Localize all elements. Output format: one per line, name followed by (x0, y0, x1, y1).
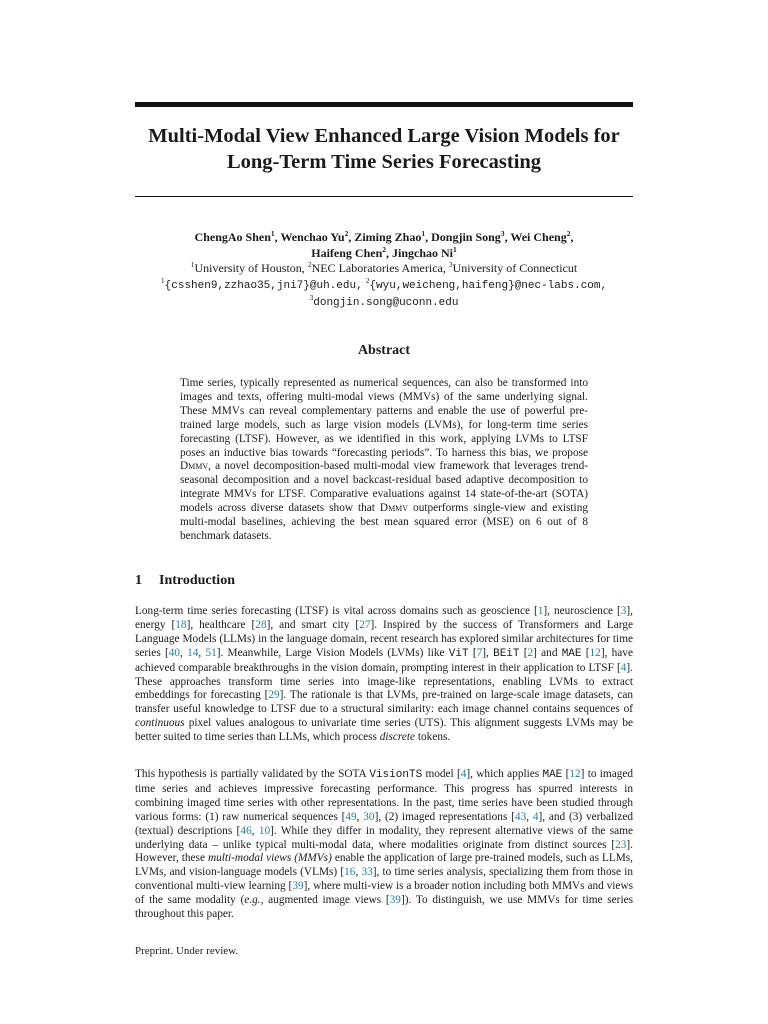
citation-link[interactable]: 29 (268, 689, 280, 702)
abstract-text: Time series, typically represented as numerical sequences, can also be transformed into images and texts, offering multi-modal views (MMVs) of the same underlying signal. These MMVs can reveal complementary patterns and enable the use of powerful pre-trained large models, such as large vision models (LVMs), for long-term time series forecasting (LTSF). However, as we identified in this work, applying LVMs to LTSF poses an inductive bias towards “forecasting periods”. To harness this bias, we propose Dmmv, a novel decomposition-based multi-modal view framework that leverages trend-seasonal decomposition and a novel backcast-residual based adaptive decomposition to integrate MMVs for LTSF. Comparative evaluations against 14 state-of-the-art (SOTA) models across diverse datasets show that Dmmv outperforms single-view and existing multi-modal baselines, achieving the best mean squared error (MSE) on 6 out of 8 benchmark datasets. (180, 377, 588, 542)
emphasis: discrete (379, 731, 416, 744)
author-name: Ziming Zhao (354, 230, 422, 244)
citation-link[interactable]: 39 (389, 894, 401, 907)
citation-link[interactable]: 30 (363, 810, 375, 823)
affil-mark: 1 (421, 229, 426, 238)
author-name: Wei Cheng (510, 230, 567, 244)
emphasis: multi-modal views (MMVs) (207, 852, 332, 865)
title-bottom-rule (135, 196, 633, 197)
citation-link[interactable]: 49 (345, 810, 357, 823)
affiliation: University of Connecticut (452, 261, 578, 275)
email: {csshen9,zzhao35,jni7}@uh.edu, (164, 279, 363, 292)
email: dongjin.song@uconn.edu (313, 297, 459, 309)
paragraph-2: This hypothesis is partially validated by the SOTA VisionTS model [4], which applies MAE [12] to imaged time series and achieves impressive forecasting performance. This progress has spurred interests in combining imaged time series with other representations. In the past, time series have been studied through various forms: (1) raw numerical sequences [49, 30], (2) imaged representations [43, 4], and (3) verbalized (textual) descriptions [46, 10]. While they differ in modality, they represent alternative views of the same underlying data – unlike typical multi-modal data, where modalities originate from distinct sources [23]. However, these multi-modal views (MMVs) enable the application of large pre-trained models, such as LLMs, LVMs, and vision-language models (VLMs) [16, 33], to time series analysis, specializing them from those in conventional multi-view learning [39], where multi-view is a broader notion including both MMVs and views of the same modality (e.g., augmented image views [39]). To distinguish, we use MMVs for time series throughout this paper. (135, 768, 634, 921)
author-names: ChengAo Shen$^1$, Wenchao Yu$^2$, Ziming Zhao$^1$, Dongjin Song$^3$, Wei Cheng$^2$, Haifeng Chen$^2$, Jingchao Ni$^1$ (194, 229, 574, 260)
citation-link[interactable]: 51 (205, 646, 217, 659)
citation-link[interactable]: 1 (537, 605, 544, 617)
citation-link[interactable]: 2 (527, 646, 534, 659)
method-name: Dmmv (379, 502, 409, 515)
citation-link[interactable]: 23 (615, 838, 627, 851)
citation-link[interactable]: 12 (569, 768, 581, 780)
author-name: Wenchao Yu (280, 230, 345, 244)
affil-mark: 2 (382, 244, 386, 254)
citation-link[interactable]: 33 (361, 866, 373, 879)
model-name: BEiT (493, 647, 520, 660)
section-number: 1 (135, 573, 142, 588)
emphasis: continuous (135, 717, 185, 730)
model-name: VisionTS (369, 769, 423, 781)
citation-link[interactable]: 4 (532, 810, 539, 823)
paper-title (120, 123, 648, 175)
author-block (120, 230, 648, 312)
affiliations: $^1$University of Houston, $^2$NEC Laboratories America, $^3$University of Connecticut (190, 260, 578, 275)
model-name: ViT (448, 647, 469, 660)
title-top-rule (135, 102, 633, 107)
author-name: ChengAo Shen (194, 230, 271, 244)
affil-mark: 1 (453, 244, 457, 254)
emphasis: e.g. (244, 894, 261, 907)
citation-link[interactable]: 12 (589, 646, 601, 659)
citation-link[interactable]: 4 (460, 768, 467, 780)
citation-link[interactable]: 40 (168, 646, 181, 659)
citation-link[interactable]: 16 (344, 866, 356, 879)
citation-link[interactable]: 18 (175, 618, 187, 631)
affiliation: University of Houston, (194, 261, 305, 275)
paragraph-1: Long-term time series forecasting (LTSF) is vital across domains such as geoscience [1], neuroscience [3], energy [18], healthcare [28], and smart city [27]. Inspired by the success of Transformers and Large Language Models (LLMs) in the language domain, recent research has explored similar architectures for time series [40, 14, 51]. Meanwhile, Large Vision Models (LVMs) like ViT [7], BEiT [2] and MAE [12], have achieved comparable breakthroughs in the vision domain, prompting interest in their application to LTSF [4]. These approaches transform time series into image-like representations, enabling LVMs to extract embeddings for forecasting [29]. The rationale is that LVMs, pre-trained on large-scale image datasets, can transfer useful knowledge to LTSF due to a structural similarity: each image channel contains sequences of continuous pixel values analogous to univariate time series (UTS). This alignment suggests LVMs may be better suited to time series than LLMs, which process discrete tokens. (135, 605, 634, 744)
abstract-heading: Abstract (357, 343, 411, 358)
affil-mark: 2 (566, 229, 571, 238)
citation-link[interactable]: 7 (476, 646, 483, 659)
title-line-1: Multi-Modal View Enhanced Large Vision Models for (148, 125, 620, 147)
email: {wyu,weicheng,haifeng}@nec-labs.com, (369, 279, 608, 292)
affil-mark: 3 (500, 229, 505, 238)
section-title: Introduction (159, 573, 235, 588)
citation-link[interactable]: 27 (359, 618, 371, 631)
citation-link[interactable]: 39 (292, 880, 304, 893)
author-name: Dongjin Song (431, 230, 501, 244)
citation-link[interactable]: 28 (255, 618, 267, 631)
citation-link[interactable]: 4 (620, 661, 627, 674)
citation-link[interactable]: 3 (620, 605, 627, 617)
method-name: Dmmv (180, 460, 209, 473)
author-name: Jingchao Ni (392, 245, 454, 260)
section-heading (135, 573, 235, 589)
preprint-footer: Preprint. Under review. (135, 945, 239, 957)
model-name: MAE (561, 647, 582, 660)
citation-link[interactable]: 10 (258, 824, 271, 837)
title-line-2: Long-Term Time Series Forecasting (226, 151, 542, 173)
affil-mark: 2 (344, 229, 349, 238)
citation-link[interactable]: 14 (187, 646, 199, 659)
affiliation: NEC Laboratories America, (311, 261, 446, 275)
emails: $^1${csshen9,zzhao35,jni7}@uh.edu, $^2${wyu,weicheng,haifeng}@nec-labs.com, $^3$dongjin.song@uconn.edu (160, 275, 608, 309)
affil-mark: 1 (270, 229, 275, 238)
model-name: MAE (542, 769, 563, 781)
citation-link[interactable]: 46 (240, 824, 252, 837)
author-name: Haifeng Chen (311, 245, 383, 260)
citation-link[interactable]: 43 (514, 810, 527, 823)
